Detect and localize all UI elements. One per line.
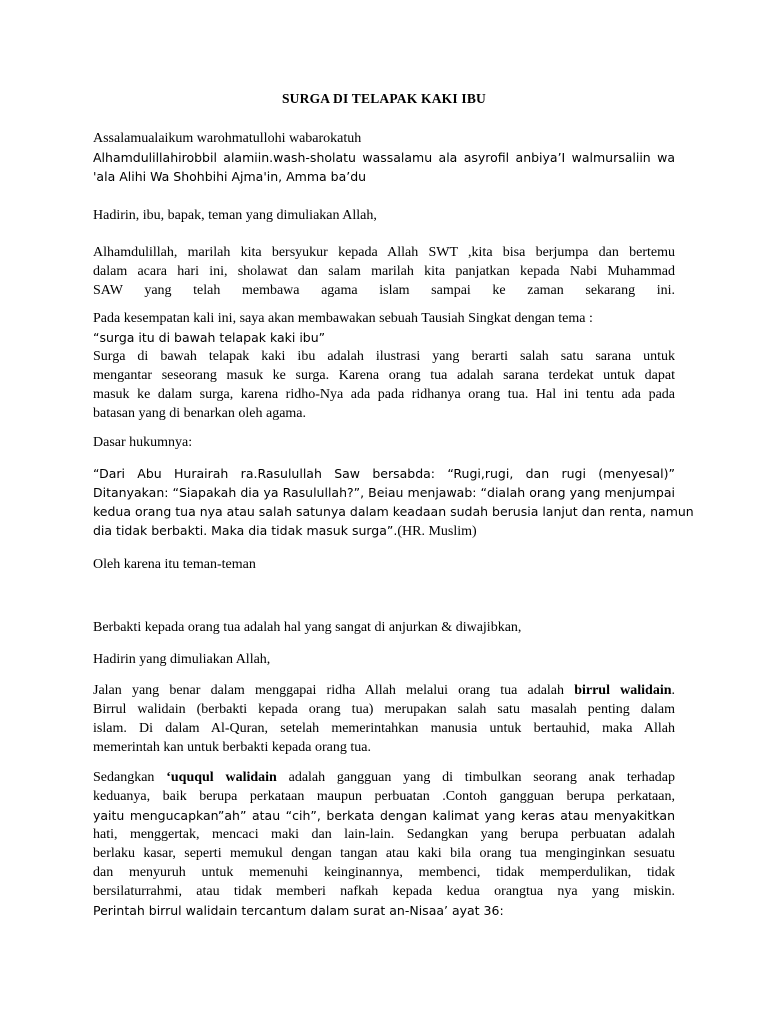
greeting-line: Alhamdulillahirobbil alamiin.wash-sholatu wassalamu ala asyrofil anbiya’I walmursaliin wa xyxy=(93,150,675,165)
paragraph-line: memerintah kan untuk berbakti kepada orang tua. xyxy=(93,740,371,755)
paragraph-line: yaitu mengucapkan”ah” atau “cih”, berkata dengan kalimat yang keras atau menyakitkan xyxy=(93,808,675,823)
paragraph-line: Dasar hukumnya: xyxy=(93,435,193,450)
paragraph-line: dalam acara hari ini, sholawat dan salam marilah kita panjatkan kepada Nabi Muhammad xyxy=(93,264,675,279)
oleh-karena-paragraph xyxy=(93,555,675,574)
paragraph-line: dia tidak berbakti. Maka dia tidak masuk surga”.(HR. Muslim) xyxy=(93,523,477,539)
theme-paragraph xyxy=(93,309,675,423)
paragraph-line: hati, menggertak, mencaci maki dan lain-lain. Sedangkan yang berupa perbuatan adalah xyxy=(93,827,675,842)
paragraph-line: Hadirin, ibu, bapak, teman yang dimuliakan Allah, xyxy=(93,208,377,223)
paragraph-line: Sedangkan ‘uququl walidain adalah gangguan yang di timbulkan seorang anak terhadap xyxy=(93,770,676,785)
hadith-source: (HR. Muslim) xyxy=(397,524,477,539)
paragraph-line: bersilaturrahmi, atau tidak memberi nafkah kepada kedua orangtua nya yang miskin. xyxy=(93,884,675,899)
paragraph-line: Oleh karena itu teman-teman xyxy=(93,557,256,572)
uququl-term: ‘uququl walidain xyxy=(166,770,277,785)
paragraph-line: Perintah birrul walidain tercantum dalam surat an-Nisaa’ ayat 36: xyxy=(93,903,504,918)
paragraph-line: “surga itu di bawah telapak kaki ibu” xyxy=(93,330,326,345)
paragraph-line: kedua orang tua nya atau salah satunya dalam keadaan sudah berusia lanjut dan renta, namun xyxy=(93,504,694,519)
paragraph-line: Hadirin yang dimuliakan Allah, xyxy=(93,652,271,667)
greeting-line: Assalamualaikum warohmatullohi wabarokatuh xyxy=(93,131,362,146)
hadith-paragraph xyxy=(93,464,694,540)
paragraph-line: Pada kesempatan kali ini, saya akan membawakan sebuah Tausiah Singkat dengan tema : xyxy=(93,311,593,326)
address-paragraph xyxy=(93,206,675,225)
intro-paragraph xyxy=(93,243,675,300)
paragraph-line: Ditanyakan: “Siapakah dia ya Rasulullah?”, Beiau menjawab: “dialah orang yang menjumpai xyxy=(93,485,675,500)
paragraph-line: Surga di bawah telapak kaki ibu adalah ilustrasi yang berarti salah satu sarana untuk xyxy=(93,349,675,364)
paragraph-line: Jalan yang benar dalam menggapai ridha Allah melalui orang tua adalah birrul walidain. xyxy=(93,683,675,698)
paragraph-line: batasan yang di benarkan oleh agama. xyxy=(93,406,307,421)
birrul-term: birrul walidain xyxy=(574,683,672,698)
address-paragraph-2 xyxy=(93,650,675,669)
paragraph-line: SAW yang telah membawa agama islam sampai ke zaman sekarang ini. xyxy=(93,283,675,298)
paragraph-line: Berbakti kepada orang tua adalah hal yang sangat di anjurkan & diwajibkan, xyxy=(93,620,522,635)
uququl-paragraph xyxy=(93,768,675,920)
dasar-heading xyxy=(93,433,675,452)
paragraph-line: mengantar seseorang masuk ke surga. Karena orang tua adalah sarana terdekat untuk dapat xyxy=(93,368,675,383)
paragraph-line: berlaku kasar, seperti memukul dengan tangan atau kaki bila orang tua menginginkan sesuatu xyxy=(93,846,675,861)
paragraph-line: islam. Di dalam Al-Quran, setelah memerintahkan manusia untuk bertauhid, maka Allah xyxy=(93,721,675,736)
paragraph-line: masuk ke dalam surga, karena ridho-Nya ada pada ridhanya orang tua. Hal ini tentu ada pada xyxy=(93,387,675,402)
paragraph-line: keduanya, baik berupa perkataan maupun perbuatan .Contoh gangguan berupa perkataan, xyxy=(93,789,675,804)
greeting-paragraph xyxy=(93,129,675,186)
paragraph-line: dan menyuruh untuk memenuhi keinginannya, membenci, tidak memperdulikan, tidak xyxy=(93,865,675,880)
paragraph-line: Birrul walidain (berbakti kepada orang tua) merupakan salah satu masalah penting dalam xyxy=(93,702,675,717)
greeting-line: 'ala Alihi Wa Shohbihi Ajma'in, Amma ba’du xyxy=(93,169,367,184)
document-title: SURGA DI TELAPAK KAKI IBU xyxy=(281,91,487,106)
berbakti-paragraph xyxy=(93,618,675,637)
birrul-paragraph xyxy=(93,681,675,757)
paragraph-line: Alhamdulillah, marilah kita bersyukur kepada Allah SWT ,kita bisa berjumpa dan bertemu xyxy=(93,245,675,260)
paragraph-line: “Dari Abu Hurairah ra.Rasulullah Saw bersabda: “Rugi,rugi, dan rugi (menyesal)” xyxy=(93,466,675,481)
